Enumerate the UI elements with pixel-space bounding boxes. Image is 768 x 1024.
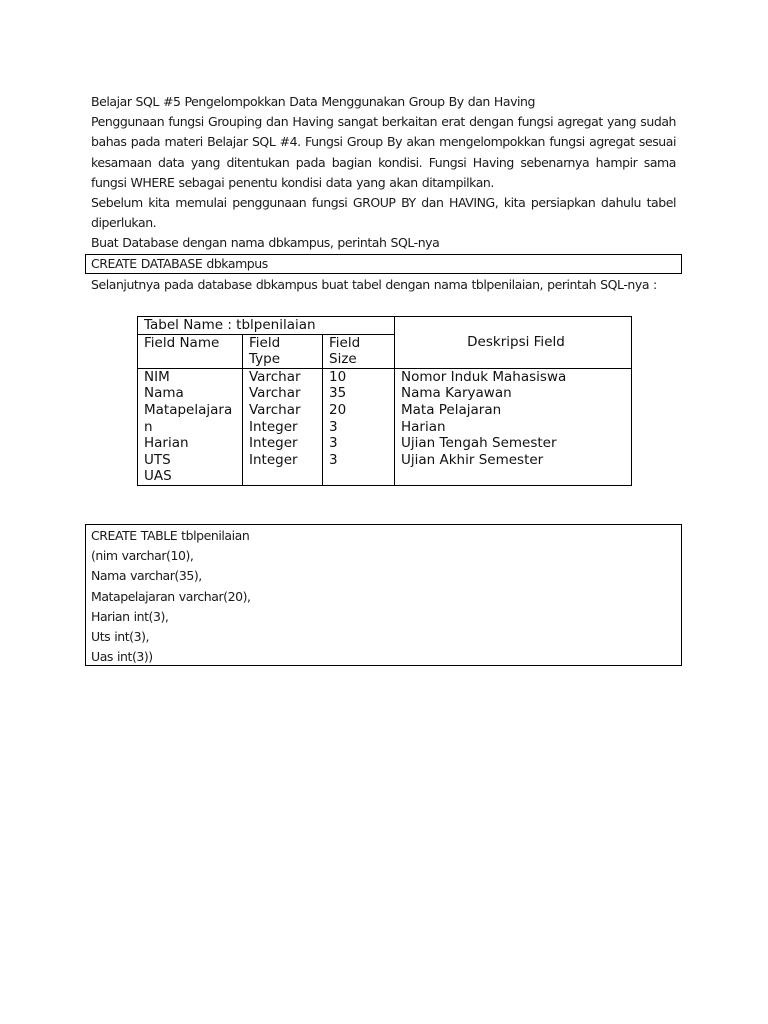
field-name-item: UTS: [144, 451, 171, 468]
description-item: Ujian Akhir Semester: [401, 451, 544, 468]
paragraph-4-wrap: [91, 275, 676, 295]
field-name-item: NIM: [144, 368, 170, 385]
field-name-item: Nama: [144, 385, 184, 402]
field-type-item: Varchar: [249, 401, 301, 418]
description-item: Nama Karyawan: [401, 385, 512, 402]
article-title: Belajar SQL #5 Pengelompokkan Data Menggunakan Group By dan Having: [91, 94, 535, 109]
field-type-item: Integer: [249, 451, 298, 468]
create-table-line: Harian int(3),: [91, 608, 169, 624]
paragraph-2-line-2: diperlukan.: [91, 215, 157, 231]
paragraph-4: Selanjutnya pada database dbkampus buat tabel dengan nama tblpenilaian, perintah SQL-nya :: [91, 277, 657, 292]
field-name-item: Matapelajara: [144, 401, 233, 418]
article-body: [91, 92, 676, 254]
field-name-item: Harian: [144, 435, 189, 452]
create-table-line: Matapelajaran varchar(20),: [91, 588, 251, 604]
paragraph-1-line-3: kesamaan data yang ditentukan pada bagian kondisi. Fungsi Having sebenarnya hampir sama: [91, 154, 676, 170]
field-type-header-2: Type: [249, 351, 281, 368]
field-size-item: 35: [329, 385, 347, 402]
field-type-item: Varchar: [249, 368, 301, 385]
description-item: Nomor Induk Mahasiswa: [401, 368, 567, 385]
description-header-cell: [395, 317, 632, 369]
descriptions-cell: [395, 368, 632, 485]
field-type-header-1: Field: [249, 334, 281, 351]
create-table-line: CREATE TABLE tblpenilaian: [91, 528, 250, 543]
field-types-cell: [243, 368, 323, 485]
field-type-item: Integer: [249, 435, 298, 452]
field-size-header-cell: [323, 334, 395, 368]
field-size-header-1: Field: [329, 334, 361, 351]
field-size-item: 20: [329, 401, 347, 418]
field-names-cell: [138, 368, 243, 485]
field-spec-table: [137, 316, 632, 486]
field-name-item: UAS: [144, 468, 172, 485]
field-type-header-cell: [243, 334, 323, 368]
paragraph-2-line-1: Sebelum kita memulai penggunaan fungsi GROUP BY dan HAVING, kita persiapkan dahulu tabel: [91, 194, 676, 210]
create-table-line: (nim varchar(10),: [91, 548, 194, 564]
field-size-item: 3: [329, 451, 338, 468]
create-database-sql: CREATE DATABASE dbkampus: [91, 256, 268, 271]
field-size-item: 3: [329, 418, 338, 435]
create-table-box: [85, 524, 682, 666]
paragraph-1-line-1: Penggunaan fungsi Grouping dan Having sangat berkaitan erat dengan fungsi agregat yang sudah: [91, 114, 676, 130]
description-item: Ujian Tengah Semester: [401, 435, 557, 452]
field-size-header-2: Size: [329, 351, 357, 368]
field-name-item: n: [144, 418, 153, 435]
field-sizes-cell: [323, 368, 395, 485]
table-name-label: Tabel Name : tblpenilaian: [144, 317, 316, 333]
field-name-header: Field Name: [144, 334, 220, 351]
create-table-line: Uas int(3)): [91, 649, 153, 665]
field-size-item: 10: [329, 368, 347, 385]
create-database-box: [85, 254, 682, 274]
paragraph-1-line-4: fungsi WHERE sebagai penentu kondisi data yang akan ditampilkan.: [91, 174, 494, 190]
field-type-item: Integer: [249, 418, 298, 435]
paragraph-1-line-2: bahas pada materi Belajar SQL #4. Fungsi Group By akan mengelompokkan fungsi agregat sesuai: [91, 134, 676, 150]
paragraph-3: Buat Database dengan nama dbkampus, perintah SQL-nya: [91, 235, 440, 251]
description-item: Harian: [401, 418, 446, 435]
field-type-item: Varchar: [249, 385, 301, 402]
create-table-line: Nama varchar(35),: [91, 568, 202, 584]
description-item: Mata Pelajaran: [401, 401, 502, 418]
table-name-cell: [138, 317, 395, 335]
field-name-header-cell: [138, 334, 243, 368]
create-table-line: Uts int(3),: [91, 628, 150, 644]
field-size-item: 3: [329, 435, 338, 452]
description-header: Deskripsi Field: [467, 334, 565, 351]
